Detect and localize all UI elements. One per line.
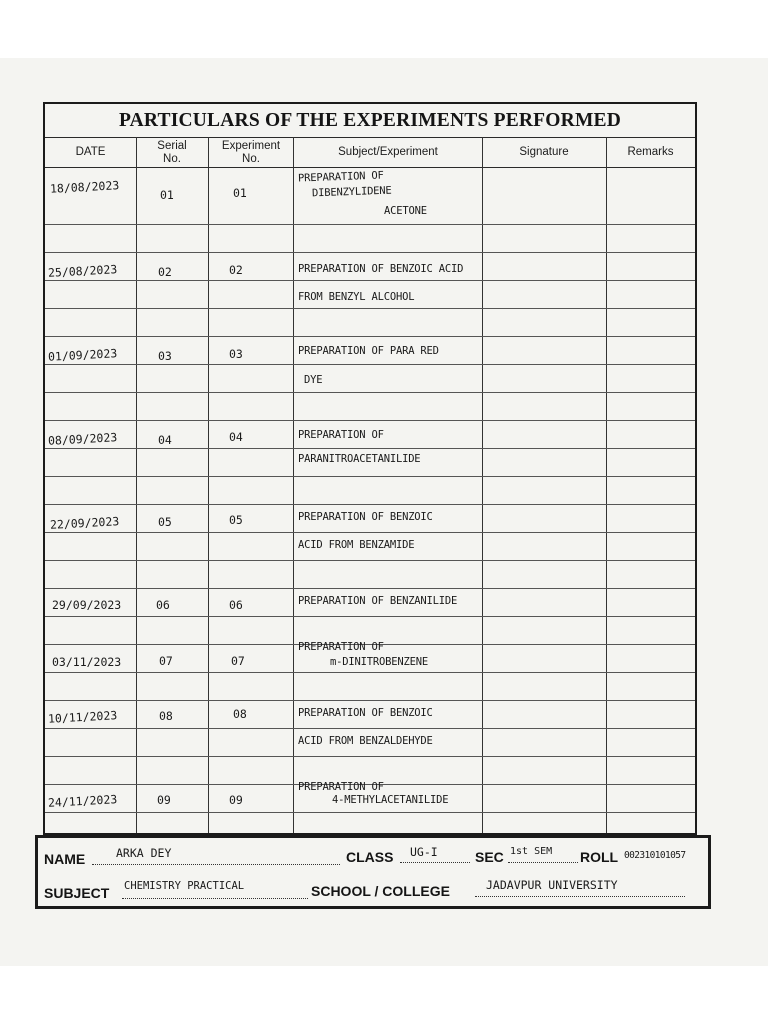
sec-label: SEC [475,849,504,865]
row-divider [45,504,695,505]
row-experiment-no: 08 [233,707,247,721]
row-subject: PREPARATION OF [298,429,384,441]
row-serial: 04 [158,433,172,447]
row-experiment-no: 02 [229,263,243,277]
class-value: UG-I [410,845,438,859]
row-subject: ACID FROM BENZAMIDE [298,539,415,551]
row-serial: 01 [160,188,174,202]
row-divider [45,308,695,309]
row-subject: FROM BENZYL ALCOHOL [298,291,415,303]
row-divider [45,728,695,729]
name-value: ARKA DEY [116,846,172,860]
row-subject: PREPARATION OF PARA RED [298,345,439,357]
column-header-remarks: Remarks [627,146,674,158]
school-value: JADAVPUR UNIVERSITY [486,878,618,892]
row-subject: PREPARATION OF BENZOIC [298,707,433,719]
row-date: 08/09/2023 [47,430,118,448]
subject-value: CHEMISTRY PRACTICAL [124,880,245,892]
row-experiment-no: 03 [229,347,243,361]
row-subject: PREPARATION OF BENZOIC [298,511,433,523]
row-experiment-no: 07 [231,654,245,668]
row-serial: 05 [158,515,172,529]
row-divider [45,476,695,477]
row-subject: DYE [304,374,323,386]
header-divider [45,167,695,168]
name-label: NAME [44,851,86,867]
row-divider [45,616,695,617]
row-date: 22/09/2023 [49,514,120,532]
roll-value: 002310101057 [624,850,686,861]
name-line [92,864,340,865]
row-experiment-no: 01 [233,186,247,200]
row-divider [45,392,695,393]
class-label: CLASS [346,849,394,865]
subject-label: SUBJECT [44,885,110,901]
row-subject: PREPARATION OF [298,641,384,653]
row-date: 25/08/2023 [47,262,118,280]
row-serial: 08 [159,709,173,723]
row-divider [45,756,695,757]
row-subject: PREPARATION OF BENZOIC ACID [298,263,464,275]
row-subject: ACETONE [384,205,427,217]
page-title: PARTICULARS OF THE EXPERIMENTS PERFORMED [45,104,695,138]
row-subject: m-DINITROBENZENE [330,656,428,668]
row-serial: 02 [158,265,172,279]
experiments-table [43,102,697,835]
row-divider [45,672,695,673]
row-subject: PREPARATION OF BENZANILIDE [298,595,458,607]
row-serial: 06 [156,598,170,612]
row-divider [45,812,695,813]
row-divider [45,420,695,421]
column-header-serial-text: Serial No. [157,139,187,165]
row-divider [45,224,695,225]
row-serial: 09 [157,793,171,807]
row-experiment-no: 06 [229,598,243,612]
row-experiment-no: 05 [229,513,243,527]
column-header-serial-no [136,137,208,168]
row-serial: 03 [158,349,172,363]
row-subject: PARANITROACETANILIDE [298,453,421,465]
row-date: 24/11/2023 [47,792,118,810]
class-line [400,862,470,863]
column-header-subject: Subject/Experiment [338,146,438,158]
row-divider [45,364,695,365]
column-header-experiment-text: Experiment No. [221,139,281,165]
row-date: 18/08/2023 [49,178,120,196]
row-divider [45,560,695,561]
sec-line [508,862,578,863]
row-divider [45,700,695,701]
row-subject: PREPARATION OF [298,781,384,793]
column-header-experiment-no [208,137,294,168]
school-label: SCHOOL / COLLEGE [311,883,450,899]
row-subject: 4-METHYLACETANILIDE [332,794,449,806]
row-divider [45,252,695,253]
column-header-date: DATE [75,146,106,158]
sec-value: 1st SEM [510,846,553,857]
row-serial: 07 [159,654,173,668]
row-divider [45,336,695,337]
row-experiment-no: 04 [229,430,243,444]
row-divider [45,588,695,589]
row-divider [45,280,695,281]
row-experiment-no: 09 [229,793,243,807]
roll-label: ROLL [580,849,619,865]
row-divider [45,532,695,533]
column-header-signature: Signature [519,146,569,158]
row-date: 10/11/2023 [47,708,118,726]
subject-line [122,898,308,899]
row-divider [45,448,695,449]
row-date: 29/09/2023 [52,598,122,612]
row-subject: DIBENZYLIDENE [311,184,392,200]
row-subject: PREPARATION OF [297,169,384,185]
row-date: 01/09/2023 [47,346,118,364]
row-subject: ACID FROM BENZALDEHYDE [298,735,433,747]
school-line [475,896,685,897]
row-date: 03/11/2023 [52,655,122,669]
